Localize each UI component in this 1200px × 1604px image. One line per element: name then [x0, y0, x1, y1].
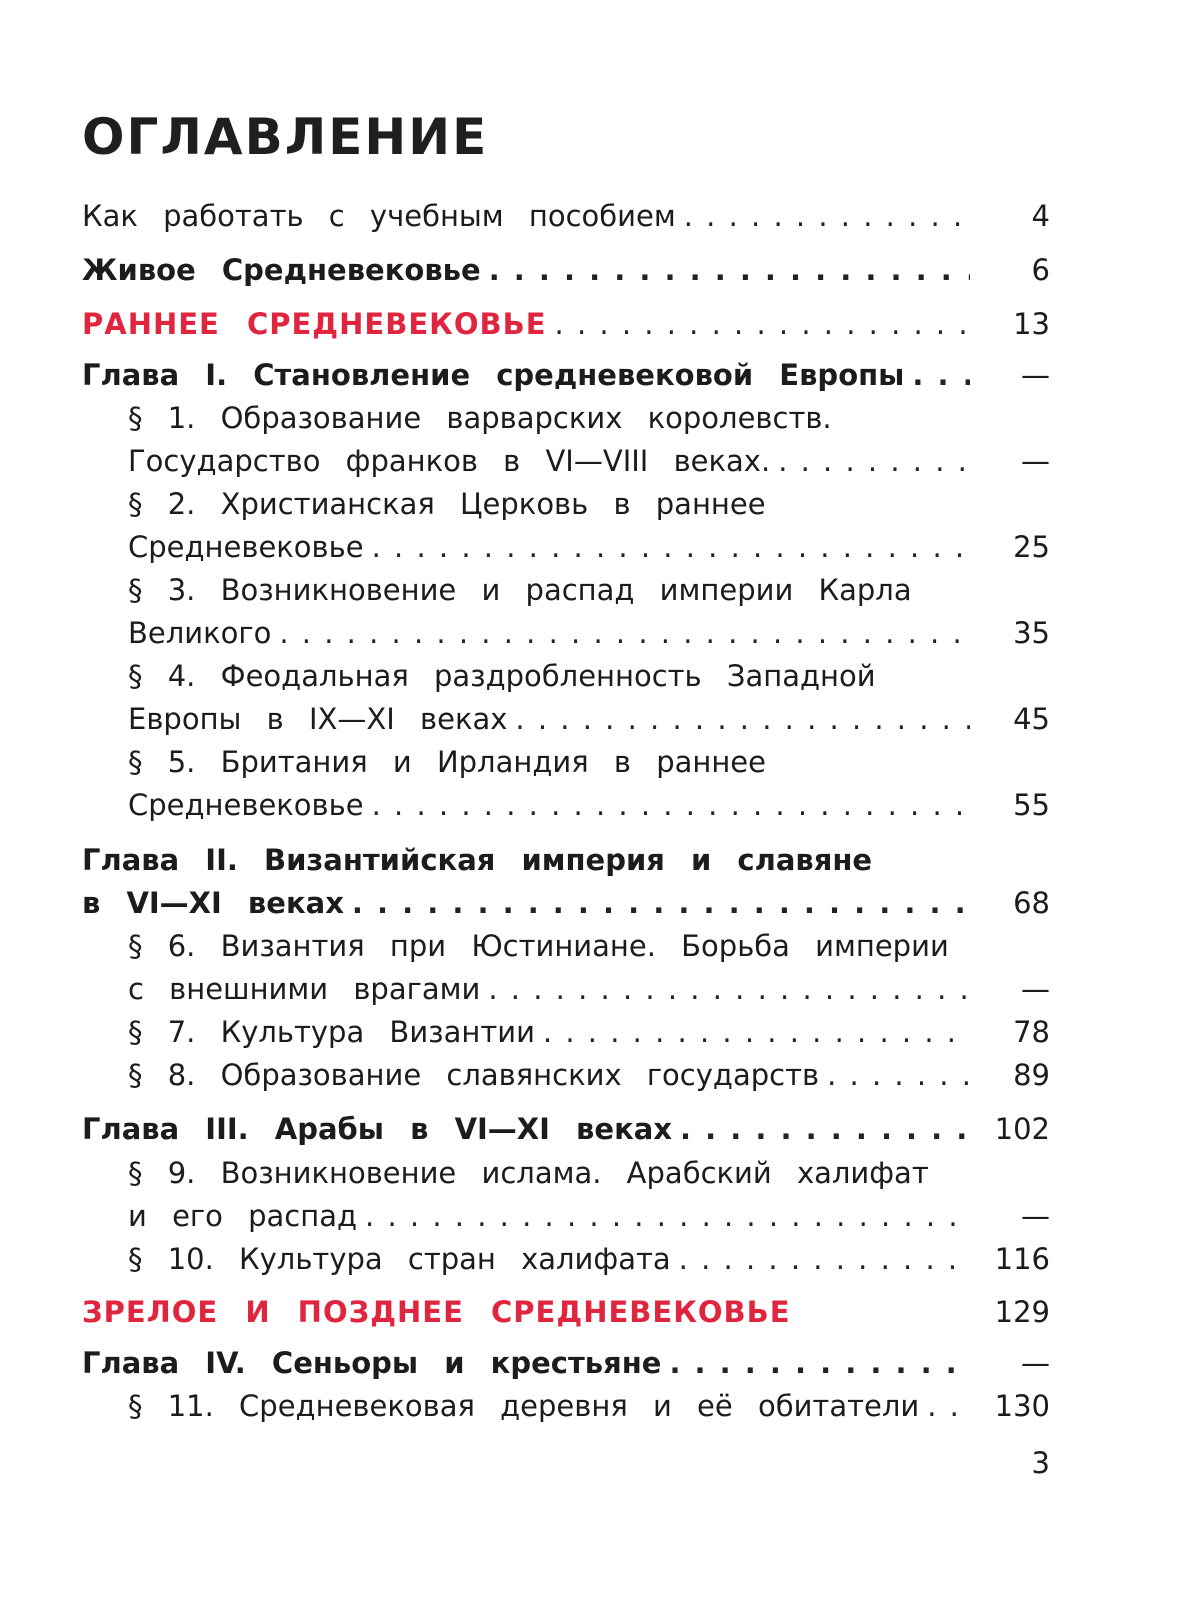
toc-entry-label: § 10. Культура стран халифата: [128, 1242, 671, 1276]
leader-dots: [684, 196, 970, 236]
toc-entry-label: с внешними врагами: [128, 972, 481, 1006]
toc-paragraph-1[interactable]: [128, 441, 1050, 481]
toc-paragraph-6[interactable]: [128, 969, 1050, 1009]
toc-section-early-middle-ages[interactable]: [82, 304, 1050, 344]
toc-paragraph-10[interactable]: [128, 1239, 1050, 1279]
leader-dots: [365, 1196, 970, 1236]
toc-entry-page: 25: [1013, 530, 1050, 564]
toc-entry-page: 78: [1013, 1015, 1050, 1049]
toc-chapter-4[interactable]: [82, 1343, 1050, 1383]
toc-entry-page: 102: [994, 1112, 1050, 1146]
toc-entry-page: 45: [1013, 702, 1050, 736]
page-title: ОГЛАВЛЕНИЕ: [82, 108, 489, 166]
toc-paragraph-9-line1[interactable]: § 9. Возникновение ислама. Арабский халифат: [128, 1156, 929, 1190]
toc-paragraph-3[interactable]: [128, 613, 1050, 653]
leader-dots: [827, 1055, 970, 1095]
toc-paragraph-8[interactable]: [128, 1055, 1050, 1095]
toc-entry-label: Великого: [128, 616, 272, 650]
toc-entry-label: § 8. Образование славянских государств: [128, 1058, 820, 1092]
toc-entry-page: —: [1021, 1346, 1050, 1380]
toc-entry-page: 68: [1013, 886, 1050, 920]
toc-paragraph-4-line1[interactable]: § 4. Феодальная раздробленность Западной: [128, 659, 876, 693]
leader-dots: [489, 250, 970, 290]
toc-paragraph-6-line1[interactable]: § 6. Византия при Юстиниане. Борьба империи: [128, 929, 949, 963]
toc-entry-label: Как работать с учебным пособием: [82, 199, 676, 233]
leader-dots: [680, 1109, 970, 1149]
toc-paragraph-7[interactable]: [128, 1012, 1050, 1052]
toc-entry-page: 130: [994, 1389, 1050, 1423]
leader-dots: [543, 1012, 970, 1052]
toc-chapter-2[interactable]: [82, 883, 1050, 923]
toc-entry-label: и его распад: [128, 1199, 358, 1233]
leader-dots: [352, 883, 970, 923]
toc-entry-label: Живое Средневековье: [82, 253, 481, 287]
toc-chapter-3[interactable]: [82, 1109, 1050, 1149]
toc-entry-page: 89: [1013, 1058, 1050, 1092]
section-heading-label: РАННЕЕ СРЕДНЕВЕКОВЬЕ: [82, 307, 547, 341]
chapter-label: Глава I. Становление средневековой Европы: [82, 358, 905, 392]
toc-entry-label: Средневековье: [128, 788, 364, 822]
leader-dots: [927, 1386, 970, 1426]
toc-chapter-1[interactable]: [82, 355, 1050, 395]
toc-entry-living-middle-ages[interactable]: [82, 250, 1050, 290]
toc-entry-page: —: [1021, 358, 1050, 392]
toc-entry-page: 35: [1013, 616, 1050, 650]
toc-entry-page: —: [1021, 1199, 1050, 1233]
toc-entry-page: 4: [1031, 199, 1050, 233]
leader-dots: [488, 969, 970, 1009]
toc-entry-page: —: [1021, 444, 1050, 478]
section-heading-label: ЗРЕЛОЕ И ПОЗДНЕЕ СРЕДНЕВЕКОВЬЕ: [82, 1295, 791, 1329]
leader-dots: [679, 1239, 970, 1279]
chapter-label: в VI—XI веках: [82, 886, 344, 920]
toc-paragraph-5-line1[interactable]: § 5. Британия и Ирландия в раннее: [128, 745, 766, 779]
toc-entry-page: —: [1021, 972, 1050, 1006]
leader-dots: [912, 355, 970, 395]
toc-paragraph-3-line1[interactable]: § 3. Возникновение и распад империи Карла: [128, 573, 912, 607]
leader-dots: [279, 613, 970, 653]
chapter-label: Глава III. Арабы в VI—XI веках: [82, 1112, 673, 1146]
toc-entry-page: 116: [994, 1242, 1050, 1276]
leader-dots: [555, 304, 970, 344]
toc-paragraph-11[interactable]: [128, 1386, 1050, 1426]
toc-chapter-2-line1[interactable]: Глава II. Византийская империя и славяне: [82, 843, 873, 877]
toc-paragraph-2[interactable]: [128, 527, 1050, 567]
toc-entry-label: § 11. Средневековая деревня и её обитатели: [128, 1389, 920, 1423]
toc-section-late-middle-ages[interactable]: [82, 1292, 1050, 1332]
toc-entry-page: 6: [1031, 253, 1050, 287]
toc-paragraph-4[interactable]: [128, 699, 1050, 739]
toc-entry-label: Средневековье: [128, 530, 364, 564]
toc-paragraph-5[interactable]: [128, 785, 1050, 825]
toc-entry-label: § 7. Культура Византии: [128, 1015, 535, 1049]
toc-paragraph-2-line1[interactable]: § 2. Христианская Церковь в раннее: [128, 487, 766, 521]
leader-dots: [515, 699, 970, 739]
toc-entry-label: Государство франков в VI—VIII веках.: [128, 444, 771, 478]
toc-entry-label: Европы в IX—XI веках: [128, 702, 508, 736]
toc-entry-page: 129: [994, 1295, 1050, 1329]
leader-dots: [669, 1343, 970, 1383]
leader-dots: [372, 527, 970, 567]
toc-entry-page: 13: [1013, 307, 1050, 341]
toc-paragraph-1-line1[interactable]: § 1. Образование варварских королевств.: [128, 401, 832, 435]
toc-entry-how-to-use[interactable]: [82, 196, 1050, 236]
toc-entry-page: 55: [1013, 788, 1050, 822]
chapter-label: Глава IV. Сеньоры и крестьяне: [82, 1346, 662, 1380]
leader-dots: [372, 785, 970, 825]
leader-dots: [778, 441, 970, 481]
page-number: 3: [1031, 1446, 1050, 1480]
toc-paragraph-9[interactable]: [128, 1196, 1050, 1236]
